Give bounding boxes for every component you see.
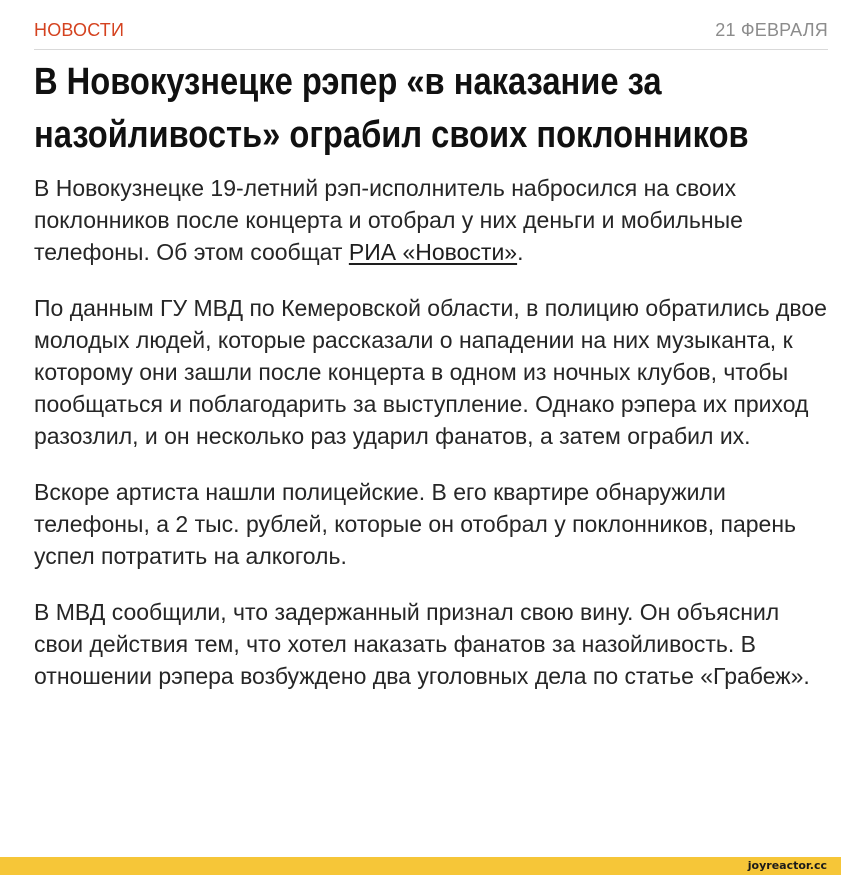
paragraph-3: Вскоре артиста нашли полицейские. В его квартире обнаружили телефоны, а 2 тыс. рублей, которые он отобрал у поклонников, парень успел потратить на алкоголь. (34, 479, 797, 569)
paragraph-4: В МВД сообщили, что задержанный признал свою вину. Он объяснил свои действия тем, что хотел наказать фанатов за назойливость. В отношении рэпера возбуждено два уголовных дела по статье «Грабеж». (34, 599, 810, 689)
source-link-ria[interactable]: РИА «Новости» (348, 239, 518, 265)
article-headline: В Новокузнецке рэпер «в наказание за назойливость» ограбил своих поклонников (34, 61, 749, 156)
paragraph-1-end: . (517, 239, 524, 265)
paragraph-2: По данным ГУ МВД по Кемеровской области, в полицию обратились двое молодых людей, которые рассказали о нападении на них музыканта, к которому они зашли после концерта в одном из ночных клубов, чтобы пообщаться и поблагодарить за выступление. Однако рэпера их приход разозлил, и он несколько раз ударил фанатов, а затем ограбил их. (34, 295, 827, 449)
paragraph-1 (34, 172, 828, 268)
publish-date: 21 ФЕВРАЛЯ (715, 20, 828, 40)
article-body (34, 172, 828, 692)
article-meta-row (34, 20, 828, 50)
paragraph-1-text: В Новокузнецке 19-летний рэп-исполнитель набросился на своих поклонников после концерта и отобрал у них деньги и мобильные телефоны. Об этом сообщат (34, 175, 743, 265)
footer-bar (0, 857, 841, 875)
site-watermark[interactable]: joyreactor.cc (747, 859, 827, 872)
category-link[interactable]: НОВОСТИ (34, 20, 125, 40)
news-article (34, 20, 828, 716)
